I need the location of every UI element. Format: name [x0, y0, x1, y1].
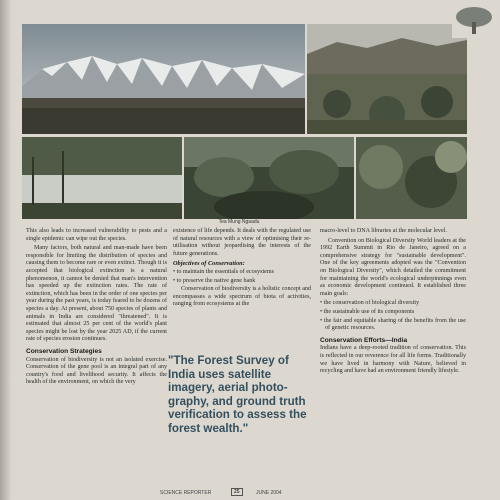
photo-lake-reeds	[22, 137, 182, 219]
paragraph: existence of life depends. It deals with the regulated use of natural resources with a view of optimising their re-utilisation without jeopardising the interests of the future generations.	[173, 228, 311, 257]
photo-caption: Tea Mung Ngaadu	[218, 219, 260, 225]
list-item: • to preserve the native gene bank	[173, 278, 311, 286]
paragraph: Indians have a deep-rooted tradition of conservation. This is reflected in our reverence for all life forms. Traditionally we have lived in harmony with Nature, believed in recycling and have had an environment friendly lifestyle.	[320, 345, 466, 375]
objectives-list	[173, 269, 311, 285]
photo-bushes	[356, 137, 467, 219]
pull-quote: "The Forest Survey of India uses satellite imagery, aerial photo-graphy, and ground truth verification to assess the forest wealth."	[168, 354, 307, 435]
paragraph: Conservation of biodiversity is not an isolated exercise. Conservation of the gene pool is an integral part of any country's food and livelihood security. It affects the health of the environment, on which the very	[26, 356, 167, 386]
goals-list	[320, 300, 466, 332]
page-footer	[0, 487, 500, 500]
paragraph: macro-level to DNA libraries at the molecular level.	[320, 228, 447, 234]
column-right	[320, 228, 466, 378]
page-number: 25	[231, 488, 243, 496]
column-left	[26, 228, 167, 389]
section-heading: Conservation Efforts—India	[320, 336, 408, 344]
tree-icon	[452, 4, 496, 38]
paragraph: Convention on Biological Diversity World leaders at the 1992 Earth Summit in Rio de Janeiro, agreed on a comprehensive strategy for "sustainable development". One of the key agreements adopted was the "Convention on Biological Diversity", which detailed the commitment for maintaining the world's ecological underpinnings even as economic development continued. It established three main goals:	[320, 237, 466, 297]
issue-date: JUNE 2004	[256, 490, 282, 496]
page-gutter-shadow	[0, 0, 12, 500]
column-middle	[173, 228, 311, 311]
list-item: • to maintain the essentials of ecosystems	[173, 269, 311, 277]
paragraph: This also leads to increased vulnerability to pests and a single epidemic can wipe out the species.	[26, 228, 167, 242]
subheading: Objectives of Conservation:	[173, 260, 245, 268]
paragraph: Many factors, both natural and man-made have been responsible for limiting the distribution of species and causing them to become rare or even extinct. Though it is accepted that biological extinction is a natural phenomenon, it cannot be denied that man's intervention has speeded up the extinction rates. The rate of extinction, which has been in the order of one species per year during the past years, is today feared to be dozens of species a day. At present, about 750 species of plants and animals in India are considered "threatened". It is estimated that almost 25 per cent of the world's plant species might be lost by the year 2025 AD, if the current rate of species erosion continues.	[26, 245, 167, 343]
photo-jungle-palms	[184, 137, 354, 219]
photo-snow-mountains	[22, 24, 305, 134]
photo-shrubland-hills	[307, 24, 467, 134]
list-item: • the conservation of biological diversity	[320, 300, 466, 308]
section-heading: Conservation Strategies	[26, 347, 102, 355]
paragraph: Conservation of biodiversity is a holistic concept and encompasses a wide spectrum of biota of activities, ranging from ecosystems at the	[173, 286, 311, 308]
list-item: • the sustainable use of its components	[320, 309, 466, 317]
magazine-name: SCIENCE REPORTER	[160, 490, 212, 496]
list-item: • the fair and equitable sharing of the benefits from the use of genetic resources.	[320, 318, 466, 333]
